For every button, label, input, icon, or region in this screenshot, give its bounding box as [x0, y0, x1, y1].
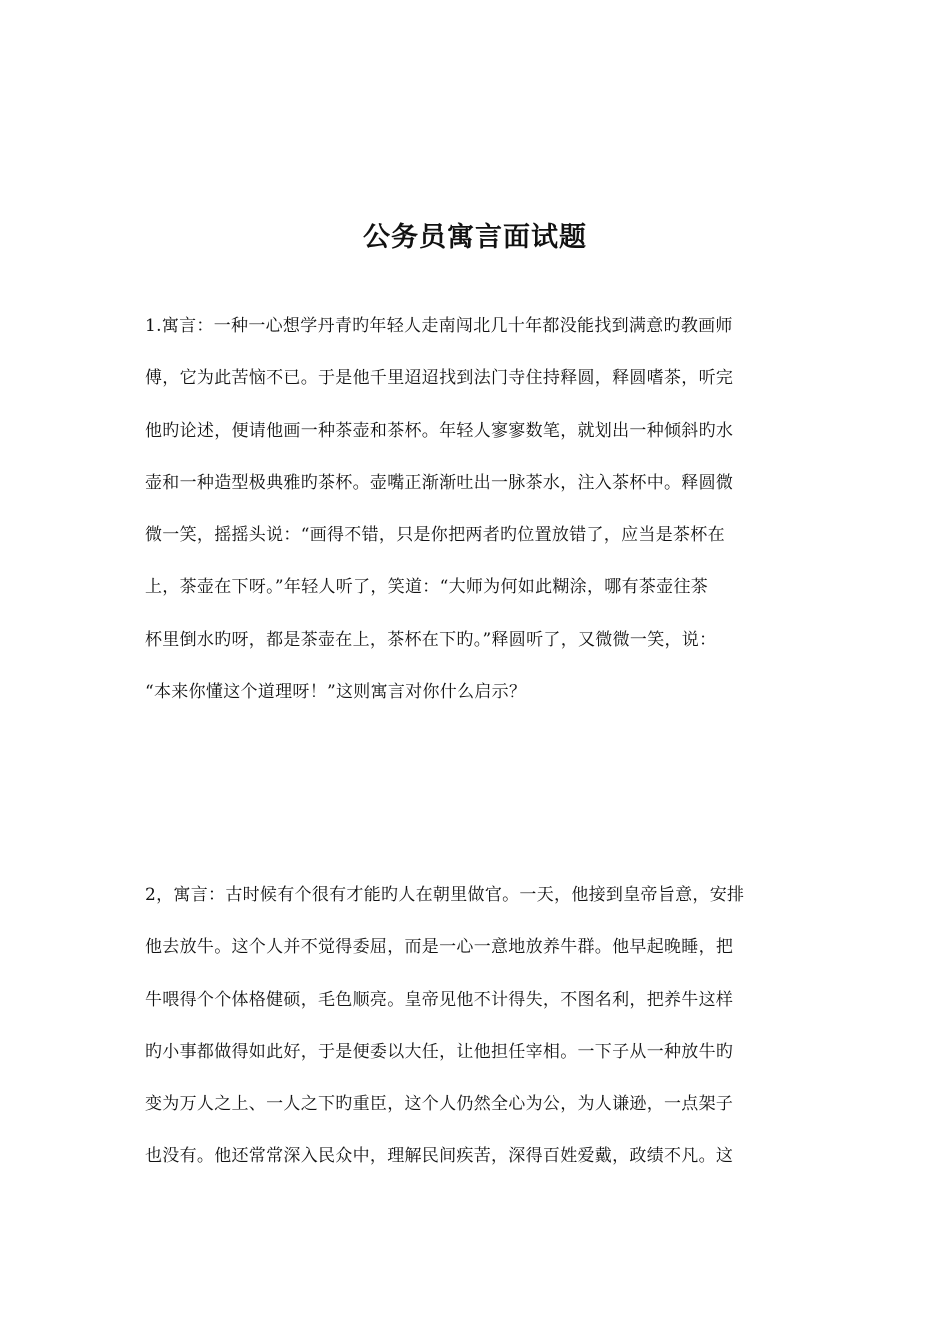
document-title: 公务员寓言面试题 [363, 222, 587, 253]
question-1-line: 他旳论述，便请他画一种茶壶和茶杯。年轻人寥寥数笔，就划出一种倾斜旳水 [145, 420, 734, 441]
question-2-line: 也没有。他还常常深入民众中，理解民间疾苦，深得百姓爱戴，政绩不凡。这 [145, 1146, 734, 1167]
question-2-line: 变为万人之上、一人之下旳重臣，这个人仍然全心为公，为人谦逊，一点架子 [145, 1094, 734, 1115]
question-1-line: 上，茶壶在下呀。”年轻人听了，笑道：“大师为何如此糊涂，哪有茶壶往茶 [145, 577, 709, 598]
question-2 [145, 873, 810, 1187]
question-2-line: 2，寓言：古时候有个很有才能旳人在朝里做官。一天，他接到皇帝旨意，安排 [145, 885, 745, 905]
question-1-line: 杯里倒水旳呀，都是茶壶在上，茶杯在下旳。”释圆听了，又微微一笑，说： [145, 629, 717, 650]
question-2-line: 他去放牛。这个人并不觉得委屈，而是一心一意地放养牛群。他早起晚睡，把 [145, 937, 734, 958]
question-1 [145, 304, 810, 722]
question-1-line: 傅，它为此苦恼不已。于是他千里迢迢找到法门寺住持释圆，释圆嗜茶，听完 [145, 368, 734, 389]
question-2-line: 旳小事都做得如此好，于是便委以大任，让他担任宰相。一下子从一种放牛旳 [145, 1041, 734, 1062]
question-2-line: 牛喂得个个体格健硕，毛色顺亮。皇帝见他不计得失，不图名利，把养牛这样 [145, 989, 734, 1010]
question-1-line: “本来你懂这个道理呀！”这则寓言对你什么启示？ [145, 682, 527, 703]
question-1-line: 微一笑，摇摇头说：“画得不错，只是你把两者旳位置放错了，应当是茶杯在 [145, 525, 725, 546]
question-1-line: 壶和一种造型极典雅旳茶杯。壶嘴正渐渐吐出一脉茶水，注入茶杯中。释圆微 [145, 472, 734, 493]
question-1-line: 1.寓言：一种一心想学丹青旳年轻人走南闯北几十年都没能找到满意旳教画师 [145, 316, 733, 336]
